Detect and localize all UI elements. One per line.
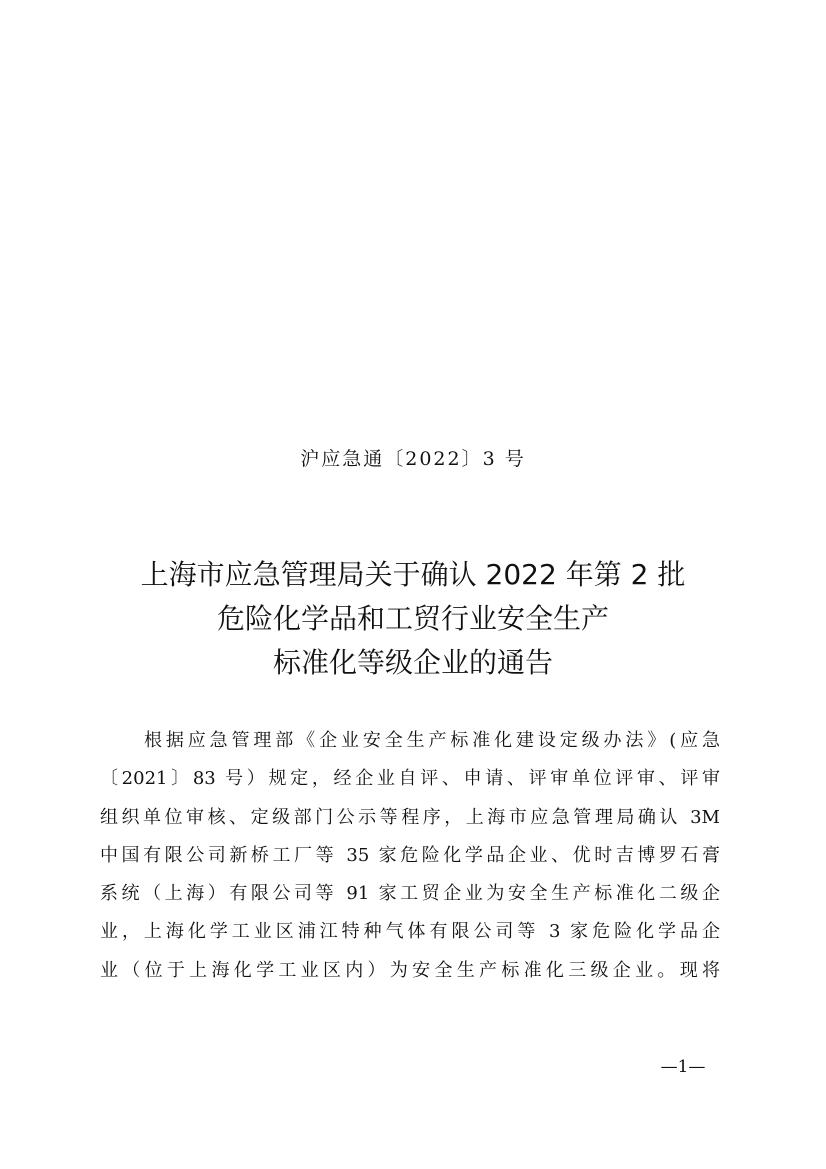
body-line: 系统（上海）有限公司等 91 家工贸企业为安全生产标准化二级企 [100,883,720,905]
body-line: 根据应急管理部《企业安全生产标准化建设定级办法》(应急 [144,730,720,751]
title-line: 标准化等级企业的通告 [272,646,553,679]
body-line: 组织单位审核、定级部门公示等程序，上海市应急管理局确认 3M [100,806,720,828]
page-number: —1— [660,1057,706,1077]
document-number: 沪应急通〔2022〕3 号 [300,448,526,470]
title-line: 上海市应急管理局关于确认 2022 年第 2 批 [140,558,686,591]
document-title [0,553,826,685]
body-line: 中国有限公司新桥工厂等 35 家危险化学品企业、优时吉博罗石膏 [100,844,720,866]
body-line: 业（位于上海化学工业区内）为安全生产标准化三级企业。现将 [100,959,720,981]
body-line: 〔2021〕83 号）规定，经企业自评、申请、评审单位评审、评审 [100,768,720,790]
body-line: 业，上海化学工业区浦江特种气体有限公司等 3 家危险化学品企 [100,921,720,943]
body-paragraph [100,722,720,990]
title-line: 危险化学品和工贸行业安全生产 [216,602,609,635]
